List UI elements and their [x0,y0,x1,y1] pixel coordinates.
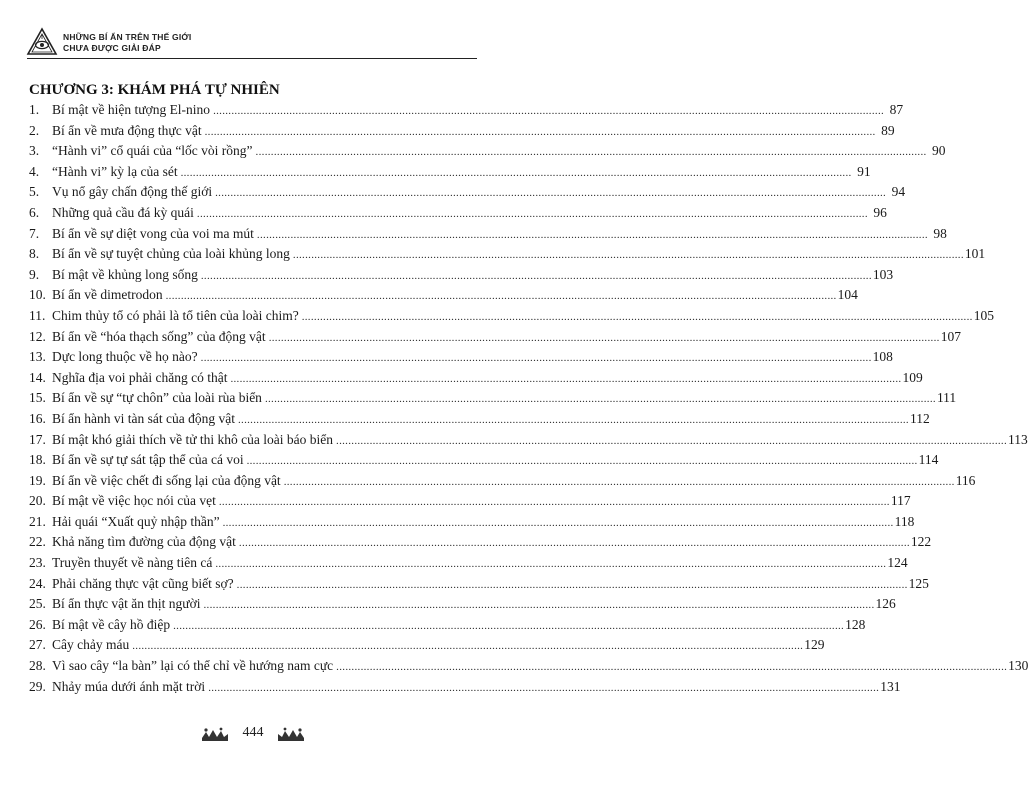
toc-dot-leader: ............................................................................................................................................................................................................................ [204,125,876,138]
toc-entry-number: 8. [29,246,40,262]
toc-dot-leader: ............................................................................................................................................................................................................................ [215,558,887,571]
toc-entry [29,184,906,205]
toc-entry-title: Nhảy múa dưới ánh mặt trời [52,678,206,694]
toc-entry-number: 18. [29,452,46,468]
toc-entry-page: 130 [1008,658,1028,674]
toc-entry [29,246,986,267]
toc-entry-number: 10. [29,287,46,303]
toc-entry-number: 21. [29,513,46,529]
toc-entry [29,225,947,247]
toc-entry-number: 23. [29,555,46,571]
toc-dot-leader: ............................................................................................................................................................................................................................ [301,310,973,323]
toc-entry-title: “Hành vi” kỳ lạ của sét [52,163,178,179]
toc-dot-leader: ............................................................................................................................................................................................................................ [238,537,910,550]
toc-entry-page: 122 [910,534,932,550]
toc-entry-number: 22. [29,534,46,550]
toc-entry [29,122,895,144]
toc-entry-title: Bí ẩn về dimetrodon [52,287,163,303]
toc-entry-title: Dực long thuộc về họ nào? [52,349,198,365]
toc-entry-title: Bí ẩn thực vật ăn thịt người [52,596,201,612]
toc-dot-leader: ............................................................................................................................................................................................................................ [173,619,845,632]
header-rule [27,58,477,59]
toc-entry-title: Khả năng tìm đường của động vật [52,534,236,550]
toc-entry-page: 118 [894,513,915,529]
toc-entry-page: 87 [889,102,904,117]
toc-entry-number: 11. [29,307,46,323]
toc-dot-leader: ............................................................................................................................................................................................................................ [236,578,908,591]
toc-entry-page: 109 [902,369,923,385]
toc-entry [29,349,893,370]
toc-entry-page: 116 [955,472,976,488]
toc-entry-number: 9. [29,266,40,282]
toc-dot-leader: ............................................................................................................................................................................................................................ [230,372,902,385]
toc-entry-page: 112 [909,410,930,426]
toc-entry-page: 126 [875,596,896,612]
toc-entry-title: Hải quái “Xuất quỷ nhập thần” [52,513,220,529]
toc-entry-number: 20. [29,493,46,509]
toc-entry-number: 1. [29,102,40,117]
toc-entry-page: 96 [873,204,887,220]
toc-entry-number: 6. [29,204,40,220]
toc-entry [29,513,915,535]
toc-entry-title: Bí ẩn về sự tự sát tập thể của cá voi [52,452,244,468]
toc-dot-leader: ............................................................................................................................................................................................................................ [180,166,852,179]
toc-entry [29,204,887,226]
toc-entry-page: 128 [845,616,866,632]
toc-dot-leader: ............................................................................................................................................................................................................................ [268,331,940,344]
toc-entry-number: 25. [29,596,46,612]
toc-entry-title: Nghĩa địa voi phải chăng có thật [52,369,228,385]
toc-entry-title: Bí ẩn hành vi tàn sát của động vật [52,410,235,426]
toc-entry-title: “Hành vi” cổ quái của “lốc vòi rồng” [52,143,253,159]
toc-entry-number: 16. [29,410,46,426]
toc-entry [29,102,904,123]
toc-entry-title: Bí ẩn về sự “tự chôn” của loài rùa biển [52,390,262,406]
toc-entry-number: 24. [29,575,46,591]
toc-dot-leader: ............................................................................................................................................................................................................................ [237,413,909,426]
toc-entry-number: 26. [29,616,46,632]
toc-entry-number: 29. [29,678,46,694]
table-of-contents [29,102,1028,699]
toc-entry-title: Bí ẩn về việc chết đi sống lại của động vật [52,472,281,488]
toc-entry-page: 111 [936,390,957,406]
toc-entry-page: 113 [1008,431,1028,447]
toc-entry-title: Vụ nổ gây chấn động thế giới [52,184,213,200]
toc-entry-number: 5. [29,184,40,200]
toc-entry-page: 89 [881,122,895,138]
toc-dot-leader: ............................................................................................................................................................................................................................ [255,146,927,159]
toc-entry-number: 2. [29,122,40,138]
toc-entry-title: Bí ẩn về mưa động thực vật [52,122,202,138]
toc-entry [29,678,901,700]
toc-entry-title: Những quả cầu đá kỳ quái [52,204,194,220]
toc-dot-leader: ............................................................................................................................................................................................................................ [213,105,885,117]
toc-entry-number: 7. [29,225,40,241]
toc-entry-page: 125 [908,575,929,591]
toc-entry-page: 101 [964,246,986,262]
toc-entry-number: 4. [29,163,40,179]
toc-entry-number: 19. [29,472,46,488]
toc-entry-page: 117 [890,493,911,509]
header-title [63,32,191,54]
toc-entry [29,328,961,350]
toc-entry [29,143,946,164]
toc-dot-leader: ............................................................................................................................................................................................................................ [336,661,1008,674]
page-footer [0,724,506,746]
toc-dot-leader: ............................................................................................................................................................................................................................ [292,249,964,262]
toc-entry-title: Bí ẩn về sự tuyệt chủng của loài khủng long [52,246,290,262]
toc-dot-leader: ............................................................................................................................................................................................................................ [218,496,890,509]
toc-entry-page: 107 [940,328,961,344]
toc-dot-leader: ............................................................................................................................................................................................................................ [215,187,887,200]
toc-dot-leader: ............................................................................................................................................................................................................................ [246,455,918,468]
toc-entry-title: Chim thủy tổ có phải là tổ tiên của loài chim? [52,307,299,323]
toc-entry-page: 90 [932,143,946,159]
chapter-title: CHƯƠNG 3: KHÁM PHÁ TỰ NHIÊN [29,82,280,98]
toc-dot-leader: ............................................................................................................................................................................................................................ [203,599,875,612]
toc-entry-number: 14. [29,369,46,385]
toc-entry [29,534,932,555]
toc-entry [29,452,939,473]
toc-entry [29,410,930,432]
toc-entry [29,555,908,576]
toc-entry [29,493,911,514]
toc-entry [29,307,994,329]
toc-entry-page: 124 [887,555,908,571]
toc-entry-title: Bí ẩn về sự diệt vong của voi ma mút [52,225,254,241]
toc-entry-title: Vì sao cây “la bàn” lại có thể chỉ về hướng nam cực [52,658,334,674]
toc-entry-page: 104 [837,287,858,303]
toc-entry-page: 91 [857,163,871,179]
toc-entry-title: Bí mật về cây hồ điệp [52,616,171,632]
toc-entry-number: 12. [29,328,46,344]
toc-entry [29,472,976,494]
toc-dot-leader: ............................................................................................................................................................................................................................ [132,640,804,653]
toc-entry-title: Bí mật về khủng long sống [52,266,198,282]
right-ornament-icon [276,726,306,744]
toc-entry-number: 17. [29,431,46,447]
toc-entry-title: Bí mật về việc học nói của vẹt [52,493,216,509]
toc-dot-leader: ............................................................................................................................................................................................................................ [196,207,868,220]
toc-dot-leader: ............................................................................................................................................................................................................................ [208,681,880,694]
toc-entry [29,390,957,411]
toc-dot-leader: ............................................................................................................................................................................................................................ [264,393,936,406]
toc-entry [29,658,1028,679]
left-ornament-icon [200,726,230,744]
page-number: 444 [242,725,264,740]
toc-dot-leader: ............................................................................................................................................................................................................................ [283,475,955,488]
toc-entry-page: 105 [973,307,994,323]
toc-entry-title: Bí ẩn về “hóa thạch sống” của động vật [52,328,266,344]
toc-entry [29,596,896,617]
toc-entry [29,637,825,658]
toc-entry [29,369,923,391]
toc-entry-page: 131 [880,678,901,694]
toc-entry [29,575,929,597]
toc-entry-page: 98 [933,225,947,241]
toc-entry [29,266,894,288]
toc-dot-leader: ............................................................................................................................................................................................................................ [256,228,928,241]
toc-entry-number: 28. [29,658,46,674]
toc-entry [29,431,1028,453]
toc-entry-page: 108 [872,349,893,365]
toc-dot-leader: ............................................................................................................................................................................................................................ [222,516,894,529]
toc-entry-number: 27. [29,637,46,653]
toc-entry-number: 13. [29,349,46,365]
running-header [27,28,477,60]
toc-dot-leader: ............................................................................................................................................................................................................................ [165,290,837,303]
toc-entry-title: Truyền thuyết về nàng tiên cá [52,555,213,571]
toc-entry-title: Bí mật khó giải thích về tử thi khô của loài báo biển [52,431,334,447]
toc-entry [29,616,866,638]
toc-entry-page: 94 [891,184,906,200]
toc-dot-leader: ............................................................................................................................................................................................................................ [336,434,1008,447]
toc-dot-leader: ............................................................................................................................................................................................................................ [200,352,872,365]
toc-entry [29,287,858,308]
toc-entry-title: Bí mật về hiện tượng El-nino [52,102,211,117]
toc-entry-number: 15. [29,390,46,406]
header-line-1: NHỮNG BÍ ẨN TRÊN THẾ GIỚI [63,32,192,42]
eye-pyramid-logo-icon [27,28,57,56]
toc-entry-title: Phải chăng thực vật cũng biết sợ? [52,575,234,591]
header-line-2: CHƯA ĐƯỢC GIẢI ĐÁP [63,43,161,53]
toc-entry-number: 3. [29,143,40,159]
toc-entry-title: Cây chảy máu [52,637,130,653]
toc-entry-page: 129 [804,637,825,653]
toc-entry-page: 114 [918,452,939,468]
toc-entry [29,163,871,185]
toc-entry-page: 103 [872,266,894,282]
toc-dot-leader: ............................................................................................................................................................................................................................ [200,269,872,282]
